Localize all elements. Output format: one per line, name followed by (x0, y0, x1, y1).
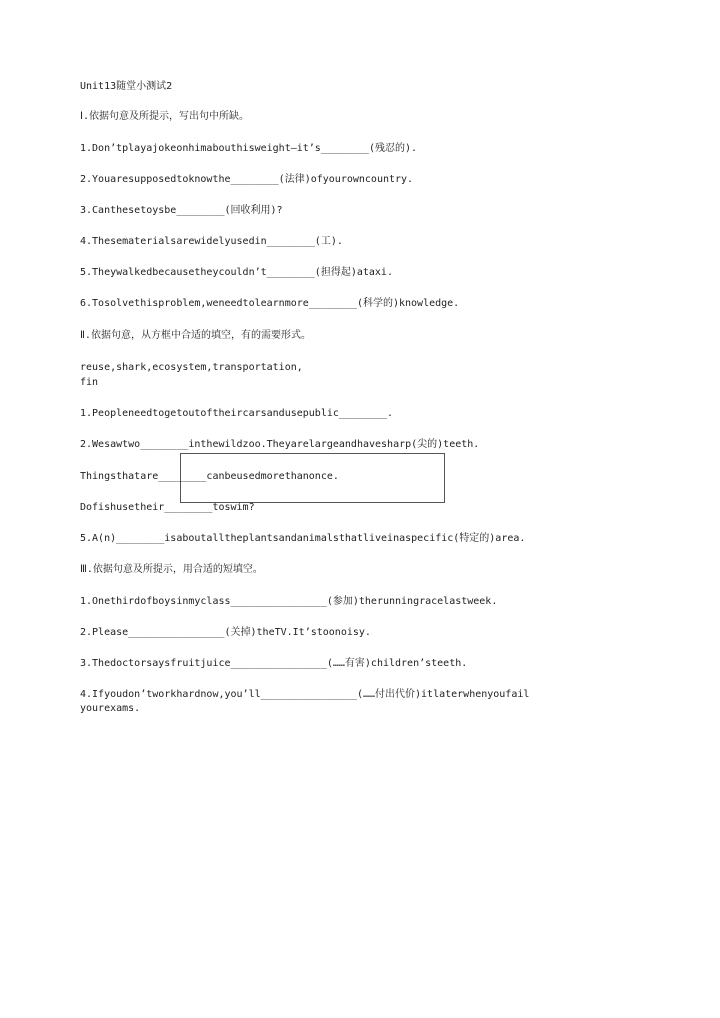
section1-item: 2.Youaresupposedtoknowthe________(法律)ofyourowncountry. (80, 174, 414, 185)
section3-heading: Ⅲ.依据句意及所提示，用合适的短填空。 (80, 564, 263, 575)
section2-item: 1.Peopleneedtogetoutoftheircarsandusepublic________. (80, 408, 394, 419)
section1-item: 1.Don’tplayajokeonhimabouthisweight—it’s________(残忍的). (80, 143, 418, 154)
section2-item: 5.A(n)________isaboutalltheplantsandanimalsthatliveinaspecific(特定的)area. (80, 533, 526, 544)
section3-item: 4.Ifyoudon’tworkhardnow,you’ll________________(……付出代价)itlaterwhenyoufail yourexams. (80, 689, 536, 714)
section3-item: 2.Please________________(关掉)theTV.It’stoonoisy. (80, 627, 371, 638)
section3-item: 3.Thedoctorsaysfruitjuice________________(……有害)children’steeth. (80, 658, 468, 669)
section1-item: 3.Canthesetoysbe________(回收利用)? (80, 205, 283, 216)
section2-item: Thingsthatare________canbeusedmorethanonce. (80, 471, 339, 482)
section2-item: 2.Wesawtwo________inthewildzoo.Theyarelargeandhavesharp(尖的)teeth. (80, 439, 480, 450)
section1-item: 6.Tosolvethisproblem,weneedtolearnmore________(科学的)knowledge. (80, 298, 460, 309)
section1-heading: Ⅰ.依据句意及所提示，写出句中所缺。 (80, 111, 249, 122)
section2-heading: Ⅱ.依据句意，从方框中合适的填空，有的需要形式。 (80, 330, 311, 341)
word-list: fin (80, 377, 99, 388)
section1-item: 4.Thesematerialsarewidelyusedin________(工). (80, 236, 343, 247)
word-list: reuse,shark,ecosystem,transportation, (80, 362, 303, 373)
section2-item: Dofishusetheir________toswim? (80, 502, 255, 513)
section1-item: 5.Theywalkedbecausetheycouldn’t________(担得起)ataxi. (80, 267, 393, 278)
section3-item: 1.Onethirdofboysinmyclass________________(参加)therunningracelastweek. (80, 596, 498, 607)
page-title: Unit13随堂小测试2 (80, 81, 173, 92)
